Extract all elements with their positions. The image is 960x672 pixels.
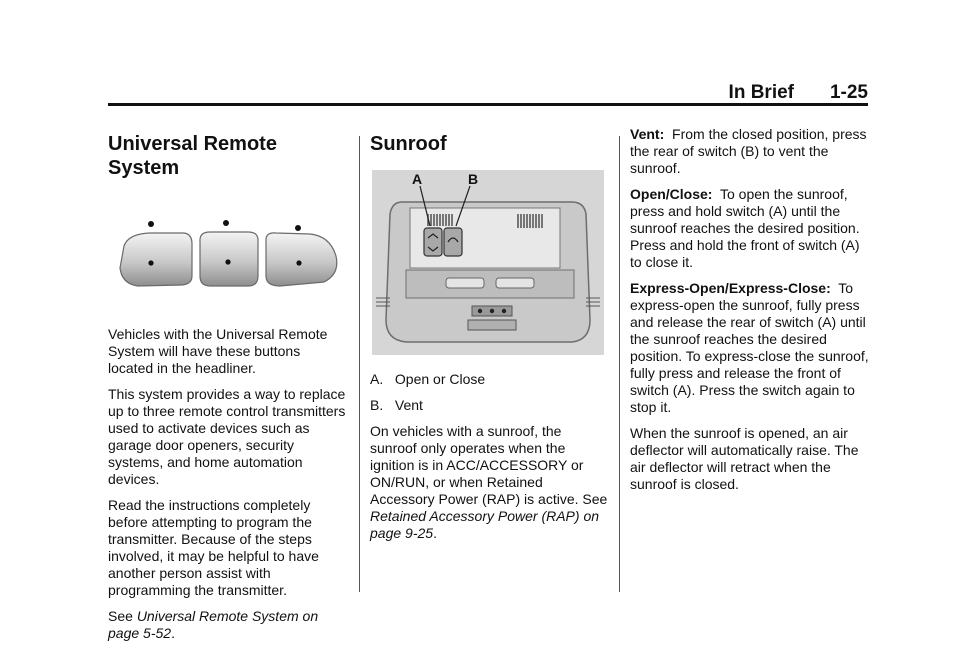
column-sunroof-operation	[630, 126, 873, 502]
column-sunroof	[370, 126, 610, 551]
paragraph: Vehicles with the Universal Remote System will have these buttons located in the headliner.	[108, 326, 328, 376]
heading-sunroof: Sunroof	[370, 133, 447, 155]
paragraph: Read the instructions completely before attempting to program the transmitter. Because of the steps involved, it may be helpful to have another person assist with programming the transmitter.	[108, 497, 319, 598]
column-universal-remote	[108, 126, 348, 651]
sunroof-switch-illustration	[372, 170, 604, 355]
express-label: Express-Open/Express-Close:	[630, 280, 831, 296]
paragraph	[370, 423, 610, 542]
open-close-text: To open the sunroof, press and hold switch (A) until the sunroof reaches the desired position. Press and hold the front of switch (A) to close it.	[630, 186, 864, 270]
cross-reference-link[interactable]: Retained Accessory Power (RAP) on page 9-25	[370, 508, 600, 541]
cross-reference-link[interactable]: Universal Remote System on page 5-52	[108, 608, 319, 641]
vent-text: From the closed position, press the rear of switch (B) to vent the sunroof.	[630, 126, 871, 176]
vent-label: Vent:	[630, 126, 665, 142]
open-close-label: Open/Close:	[630, 186, 713, 202]
legend-item-b: B. Vent	[370, 397, 423, 413]
column-divider	[619, 136, 620, 592]
callout-a: A	[412, 171, 423, 187]
paragraph-express	[630, 280, 873, 416]
paragraph: This system provides a way to replace up to three remote control transmitters used to activate devices such as garage door openers, security systems, and home automation devices.	[108, 386, 346, 487]
header-rule	[108, 103, 868, 106]
see-suffix: .	[171, 625, 175, 641]
paragraph	[108, 608, 348, 642]
legend-item-a: A. Open or Close	[370, 371, 486, 387]
page-number: 1-25	[829, 82, 868, 103]
section-title: In Brief	[728, 82, 794, 103]
universal-remote-buttons-illustration	[114, 218, 344, 292]
see-prefix: See	[108, 608, 137, 624]
page-header	[108, 78, 868, 108]
heading-universal-remote: Universal Remote System	[108, 133, 277, 179]
express-text: To express-open the sunroof, fully press and release the rear of switch (A) until the sunroof reaches the desired position. To express-close the sunroof, fully press and release the front of switch (A). Press the switch again to stop it.	[630, 280, 873, 415]
paragraph-text: On vehicles with a sunroof, the sunroof only operates when the ignition is in ACC/ACCESSORY or ON/RUN, or when Retained Accessory Power (RAP) is active. See	[370, 423, 608, 507]
paragraph-open-close	[630, 186, 870, 271]
paragraph-air-deflector: When the sunroof is opened, an air deflector will automatically raise. The air deflector will retract when the sunroof is closed.	[630, 425, 859, 492]
column-divider	[359, 136, 360, 592]
paragraph-vent	[630, 126, 870, 177]
callout-b: B	[468, 171, 479, 187]
paragraph-suffix: .	[433, 525, 437, 541]
